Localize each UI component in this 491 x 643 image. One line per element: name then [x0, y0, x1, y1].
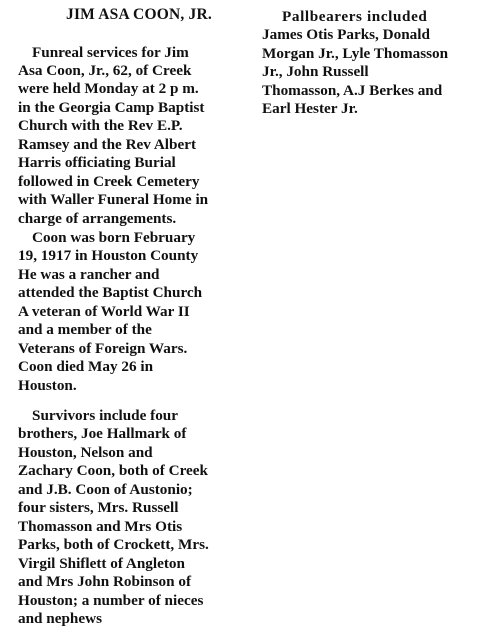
text-line: followed in Creek Cemetery: [18, 173, 200, 190]
text-line: Zachary Coon, both of Creek: [18, 462, 208, 479]
text-line: four sisters, Mrs. Russell: [18, 499, 179, 516]
text-line: Veterans of Foreign Wars.: [18, 340, 188, 357]
text-line: Parks, both of Crockett, Mrs.: [18, 536, 209, 553]
text-line: were held Monday at 2 p m.: [18, 80, 199, 97]
text-line: Earl Hester Jr.: [262, 100, 358, 117]
text-line: Morgan Jr., Lyle Thomasson: [262, 45, 449, 62]
text-line: Thomasson and Mrs Otis: [18, 518, 183, 535]
text-line: and Mrs John Robinson of: [18, 573, 192, 590]
text-line: Harris officiating Burial: [18, 154, 176, 171]
text-line: He was a rancher and: [18, 266, 160, 283]
text-line: and a member of the: [18, 321, 152, 338]
text-line: 19, 1917 in Houston County: [18, 247, 199, 264]
text-line: attended the Baptist Church: [18, 284, 203, 301]
text-line: Coon died May 26 in: [18, 358, 154, 375]
text-line: brothers, Joe Hallmark of: [18, 425, 187, 442]
text-line: charge of arrangements.: [18, 210, 177, 227]
text-line: Jr., John Russell: [262, 63, 369, 80]
obituary-headline: JIM ASA COON, JR.: [66, 6, 212, 23]
text-line-content: Asa Coon, Jr., 62, of Creek: [18, 62, 192, 79]
text-line: Coon was born February: [32, 229, 196, 246]
text-line: Church with the Rev E.P.: [18, 117, 183, 134]
text-line: [18, 62, 234, 79]
text-line: James Otis Parks, Donald: [262, 26, 430, 43]
text-line: Houston; a number of nieces: [18, 592, 204, 609]
text-line: and J.B. Coon of Austonio;: [18, 481, 193, 498]
text-line: and nephews: [18, 610, 102, 627]
text-line: in the Georgia Camp Baptist: [18, 99, 205, 116]
text-line: Funreal services for Jim: [32, 44, 189, 61]
text-line: Thomasson, A.J Berkes and: [262, 82, 443, 99]
text-line: Virgil Shiflett of Angleton: [18, 555, 185, 572]
text-line: Houston.: [18, 377, 77, 394]
text-line: Houston, Nelson and: [18, 444, 153, 461]
text-line: Pallbearers included: [282, 8, 428, 25]
text-line: with Waller Funeral Home in: [18, 191, 209, 208]
text-line: Survivors include four: [32, 407, 178, 424]
text-line: Ramsey and the Rev Albert: [18, 136, 197, 153]
text-line: A veteran of World War II: [18, 303, 190, 320]
